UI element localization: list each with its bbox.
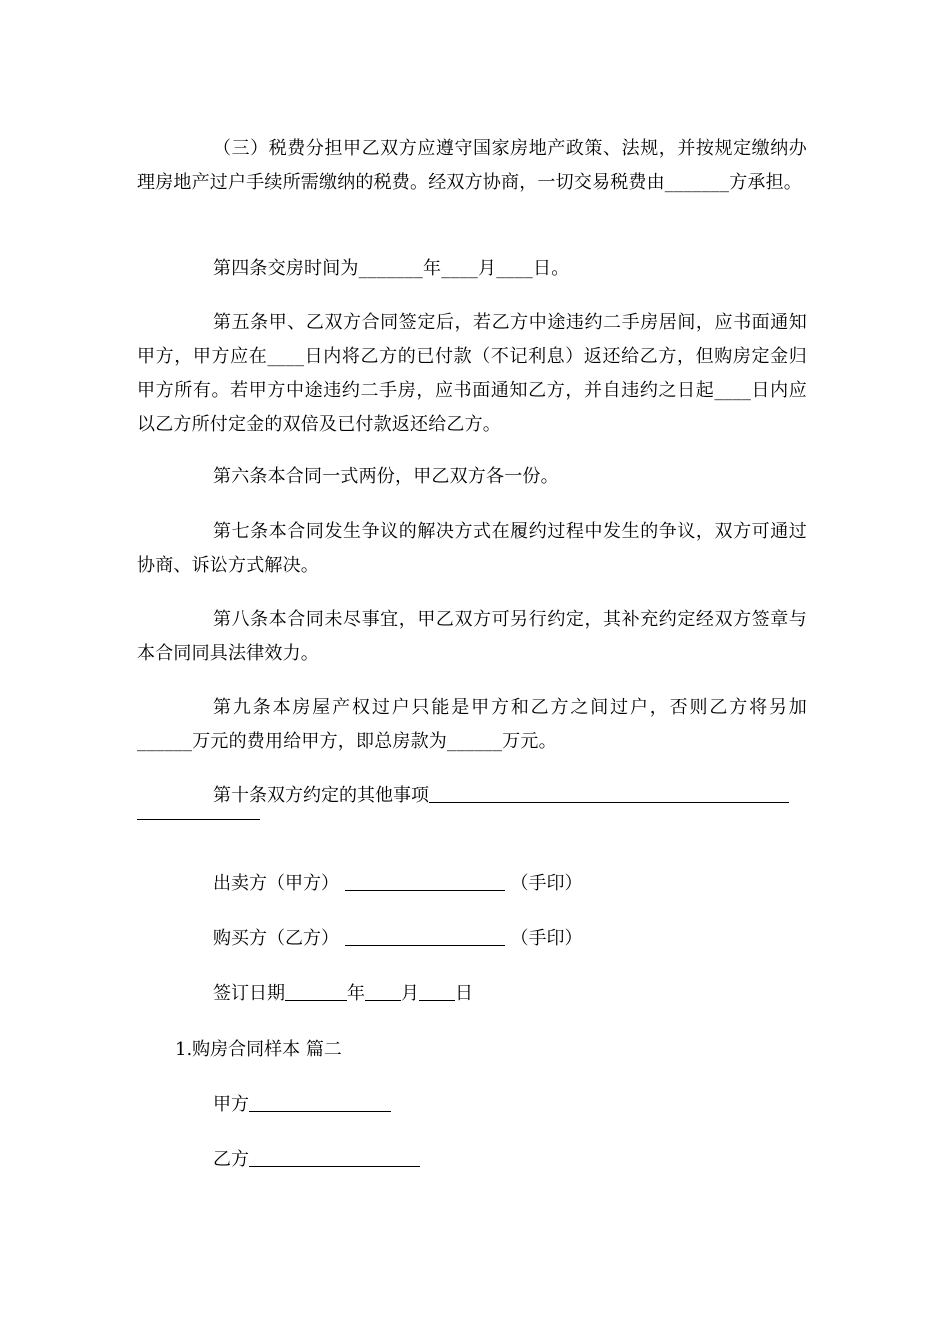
paragraph-article-8: 第八条本合同未尽事宜，甲乙双方可另行约定，其补充约定经双方签章与本合同同具法律效力。 [137, 609, 807, 664]
party-b-blank [249, 1148, 420, 1167]
party-b-line [213, 1143, 420, 1177]
day-label: 日 [455, 983, 473, 1004]
seller-blank [345, 872, 505, 891]
party-a-label: 甲方 [213, 1094, 249, 1115]
signing-date-line [213, 977, 473, 1011]
paragraph-tax: （三）税费分担甲乙双方应遵守国家房地产政策、法规，并按规定缴纳办理房地产过户手续所需缴纳的税费。经双方协商，一切交易税费由_______方承担。 [137, 138, 807, 193]
seller-signature-line [213, 867, 582, 901]
buyer-label: 购买方（乙方） [213, 928, 339, 949]
article-10-text: 第十条双方约定的其他事项 [213, 785, 429, 806]
month-label: 月 [401, 983, 419, 1004]
blank-line-continuation [137, 819, 260, 820]
date-label: 签订日期 [213, 983, 285, 1004]
buyer-suffix: （手印） [510, 928, 583, 949]
seller-suffix: （手印） [510, 873, 583, 894]
buyer-signature-line [213, 922, 582, 956]
paragraph-article-6: 第六条本合同一式两份，甲乙双方各一份。 [213, 466, 559, 487]
year-blank [285, 982, 347, 1001]
day-blank [419, 982, 455, 1001]
blank-line [429, 784, 789, 803]
paragraph-article-4: 第四条交房时间为_______年____月____日。 [213, 258, 570, 279]
section-heading: 1.购房合同样本 篇二 [175, 1039, 342, 1060]
month-blank [365, 982, 401, 1001]
paragraph-article-9: 第九条本房屋产权过户只能是甲方和乙方之间过户，否则乙方将另加______万元的费用给甲方，即总房款为______万元。 [137, 697, 807, 752]
buyer-blank [345, 927, 505, 946]
paragraph-article-10 [213, 779, 789, 813]
seller-label: 出卖方（甲方） [213, 873, 339, 894]
party-a-blank [249, 1093, 391, 1112]
year-label: 年 [347, 983, 365, 1004]
paragraph-article-5: 第五条甲、乙双方合同签定后，若乙方中途违约二手房居间，应书面通知甲方，甲方应在____日内将乙方的已付款（不记利息）返还给乙方，但购房定金归甲方所有。若甲方中途违约二手房，应书面通知乙方，并自违约之日起____日内应以乙方所付定金的双倍及已付款返还给乙方。 [137, 312, 807, 435]
party-b-label: 乙方 [213, 1149, 249, 1170]
paragraph-article-7: 第七条本合同发生争议的解决方式在履约过程中发生的争议，双方可通过协商、诉讼方式解决。 [137, 521, 807, 576]
party-a-line [213, 1088, 391, 1122]
